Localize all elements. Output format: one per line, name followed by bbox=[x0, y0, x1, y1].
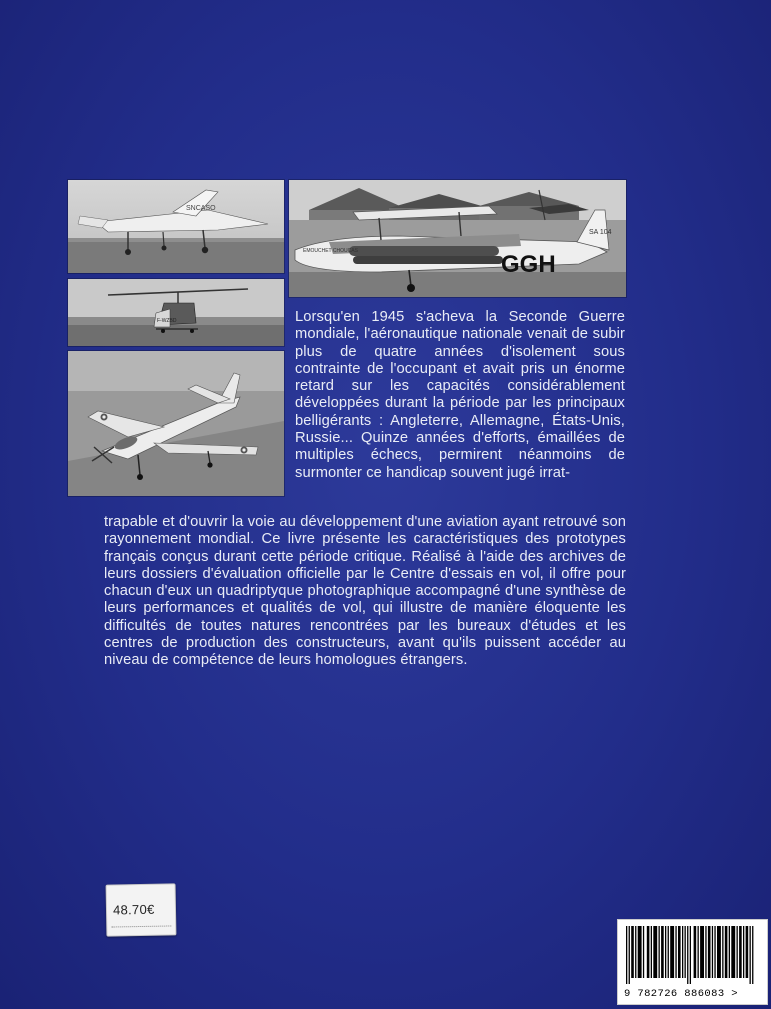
helicopter-tag-text: F-WZBD bbox=[157, 318, 177, 324]
intro-paragraph bbox=[295, 309, 625, 482]
isbn-digits: 9 782726 886083 > bbox=[624, 988, 738, 1000]
sticker-divider bbox=[111, 925, 171, 929]
cargo-nose-marking: EMOUCHET CHOUCAS bbox=[303, 248, 358, 254]
intro-paragraph-text: Lorsqu'en 1945 s'acheva la Seconde Guerre mondiale, l'aéronautique nationale venait de subir plus de quatre années d'isolement sous contrainte de l'occupant et avait pris un énorme retard sur les capacités considérablement développées durant la période par les principaux belligérants : Angleterre, Allemagne, États-Unis, Russie... Quinze années d'efforts, émaillées de multiples échecs, permirent néanmoins de surmonter ce handicap souvent jugé irrat- bbox=[295, 309, 625, 481]
price-label: 48.70€ bbox=[112, 901, 155, 918]
jet-prototype-photo bbox=[68, 351, 284, 496]
cargo-tail-marking: SA 104 bbox=[589, 229, 612, 236]
svg-text:SNCASO: SNCASO bbox=[186, 205, 216, 212]
barcode-bars bbox=[626, 926, 756, 984]
description-paragraph-text: trapable et d'ouvrir la voie au développement d'une aviation ayant retrouvé son rayonnement mondial. Ce livre présente les caractéristiques des prototypes français conçus durant cette période critique. Réalisé à l'aide des archives de leurs dossiers d'évaluation officielle par le Centre d'essais en vol, il offre pour chacun d'eux un quadriptyque photographique accompagné d'une synthèse de leurs performances et qualités de vol, qui illustre de manière éloquente les difficultés de toutes natures rencontrées par les bureaux d'études et les centres de production des constructeurs, avant qu'ils puissent accéder au niveau de compétence de leurs homologues étrangers. bbox=[104, 514, 626, 669]
price-sticker bbox=[106, 883, 177, 936]
description-paragraph bbox=[104, 514, 626, 670]
cargo-fuselage-marking: GGH bbox=[501, 251, 556, 278]
flying-wing-photo bbox=[68, 180, 284, 273]
helicopter-photo bbox=[68, 279, 284, 346]
cargo-aircraft-photo bbox=[289, 180, 626, 297]
isbn-barcode bbox=[617, 919, 768, 1005]
